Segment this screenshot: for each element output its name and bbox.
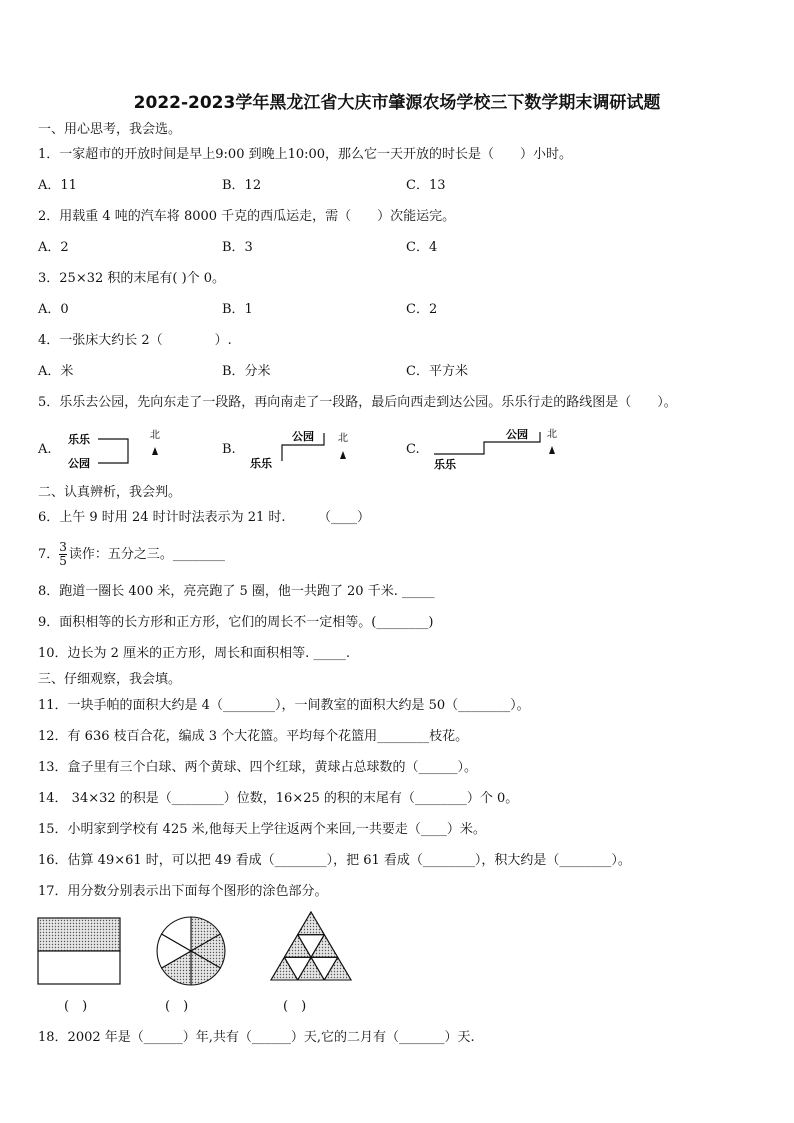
question-5: 5．乐乐去公园，先向东走了一段路，再向南走了一段路，最后向西走到达公园。乐乐行走的路线图是（ ）。	[38, 395, 677, 410]
question-7	[38, 538, 225, 572]
question-1: 1．一家超市的开放时间是早上9:00 到晚上10:00，那么它一天开放的时长是（ ）小时。	[38, 147, 573, 162]
page-title: 2022-2023学年黑龙江省大庆市肇源农场学校三下数学期末调研试题	[133, 93, 661, 113]
q3-option-c: C．2	[406, 302, 438, 317]
q4-option-b: B．分米	[222, 364, 271, 379]
map-end-label: 公园	[292, 430, 314, 443]
q4-option-c: C．平方米	[406, 364, 468, 379]
north-arrow-icon	[152, 447, 158, 455]
question-18: 18．2002 年是（______）年,共有（______）天,它的二月有（_______）天.	[38, 1030, 475, 1045]
route-map-b	[246, 425, 356, 473]
question-2: 2．用载重 4 吨的汽车将 8000 千克的西瓜运走，需（ ）次能运完。	[38, 209, 456, 224]
route-path	[98, 439, 128, 463]
q5-option-c: C.	[406, 442, 420, 457]
q2-option-b: B．3	[222, 240, 253, 255]
q2-option-a: A．2	[38, 240, 69, 255]
route-map-c	[430, 422, 570, 474]
question-3: 3．25×32 积的末尾有( )个 0。	[38, 271, 226, 286]
section-heading: 一、用心思考，我会选。	[38, 122, 182, 137]
map-start-label: 乐乐	[250, 457, 272, 470]
q17-blank-3: ( )	[283, 999, 307, 1014]
section-heading: 二、认真辨析，我会判。	[38, 485, 182, 500]
q4-option-a: A．米	[38, 364, 74, 379]
q5-option-a: A.	[38, 442, 52, 457]
fraction-denominator: 5	[59, 554, 67, 568]
q17-blank-2: ( )	[165, 999, 189, 1014]
question-6: 6．上午 9 时用 24 时计时法表示为 21 时. （____）	[38, 510, 371, 525]
shaded-triangle-figure	[271, 912, 351, 980]
question-8: 8．跑道一圈长 400 米，亮亮跑了 5 圈，他一共跑了 20 千米. _____	[38, 584, 435, 599]
question-10: 10．边长为 2 厘米的正方形，周长和面积相等. _____.	[38, 646, 350, 661]
question-17: 17．用分数分别表示出下面每个图形的涂色部分。	[38, 884, 328, 899]
q3-option-b: B．1	[222, 302, 253, 317]
question-11: 11．一块手帕的面积大约是 4（________），一间教室的面积大约是 50（________）。	[38, 698, 530, 713]
question-12: 12．有 636 枝百合花，编成 3 个大花篮。平均每个花篮用________枝花。	[38, 729, 469, 744]
north-label: 北	[338, 433, 348, 444]
q1-option-b: B．12	[222, 178, 262, 193]
fraction	[59, 541, 67, 568]
q3-option-a: A．0	[38, 302, 69, 317]
question-14: 14． 34×32 的积是（________）位数，16×25 的积的末尾有（________）个 0。	[38, 791, 519, 806]
shaded-circle-figure	[157, 917, 225, 985]
question-number: 7．	[38, 547, 60, 562]
shaded-rectangle-figure	[38, 918, 120, 984]
question-13: 13．盒子里有三个白球、两个黄球、四个红球，黄球占总球数的（______）。	[38, 760, 478, 775]
q2-option-c: C．4	[406, 240, 438, 255]
map-end-label: 公园	[506, 428, 528, 441]
q17-blank-1: ( )	[64, 999, 88, 1014]
q1-option-a: A．11	[38, 178, 77, 193]
north-arrow-icon	[340, 451, 346, 459]
q1-option-c: C．13	[406, 178, 446, 193]
question-9: 9．面积相等的长方形和正方形，它们的周长不一定相等。(________)	[38, 615, 434, 630]
map-start-label: 乐乐	[434, 458, 456, 471]
map-start-label: 乐乐	[68, 433, 90, 446]
north-label: 北	[547, 429, 557, 440]
map-end-label: 公园	[68, 457, 90, 470]
question-text: 读作：五分之三。________	[68, 547, 225, 562]
q5-option-b: B.	[222, 442, 236, 457]
north-arrow-icon	[549, 446, 555, 454]
question-16: 16．估算 49×61 时，可以把 49 看成（________），把 61 看成（________），积大约是（________）。	[38, 853, 631, 868]
route-map-a	[62, 425, 172, 473]
question-4: 4．一张床大约长 2（ ）.	[38, 333, 232, 348]
north-label: 北	[150, 430, 160, 441]
section-heading: 三、仔细观察，我会填。	[38, 672, 182, 687]
question-15: 15．小明家到学校有 425 米,他每天上学往返两个来回,一共要走（____）米。	[38, 822, 486, 837]
fraction-numerator: 3	[59, 540, 67, 554]
q17-figures	[30, 910, 370, 990]
